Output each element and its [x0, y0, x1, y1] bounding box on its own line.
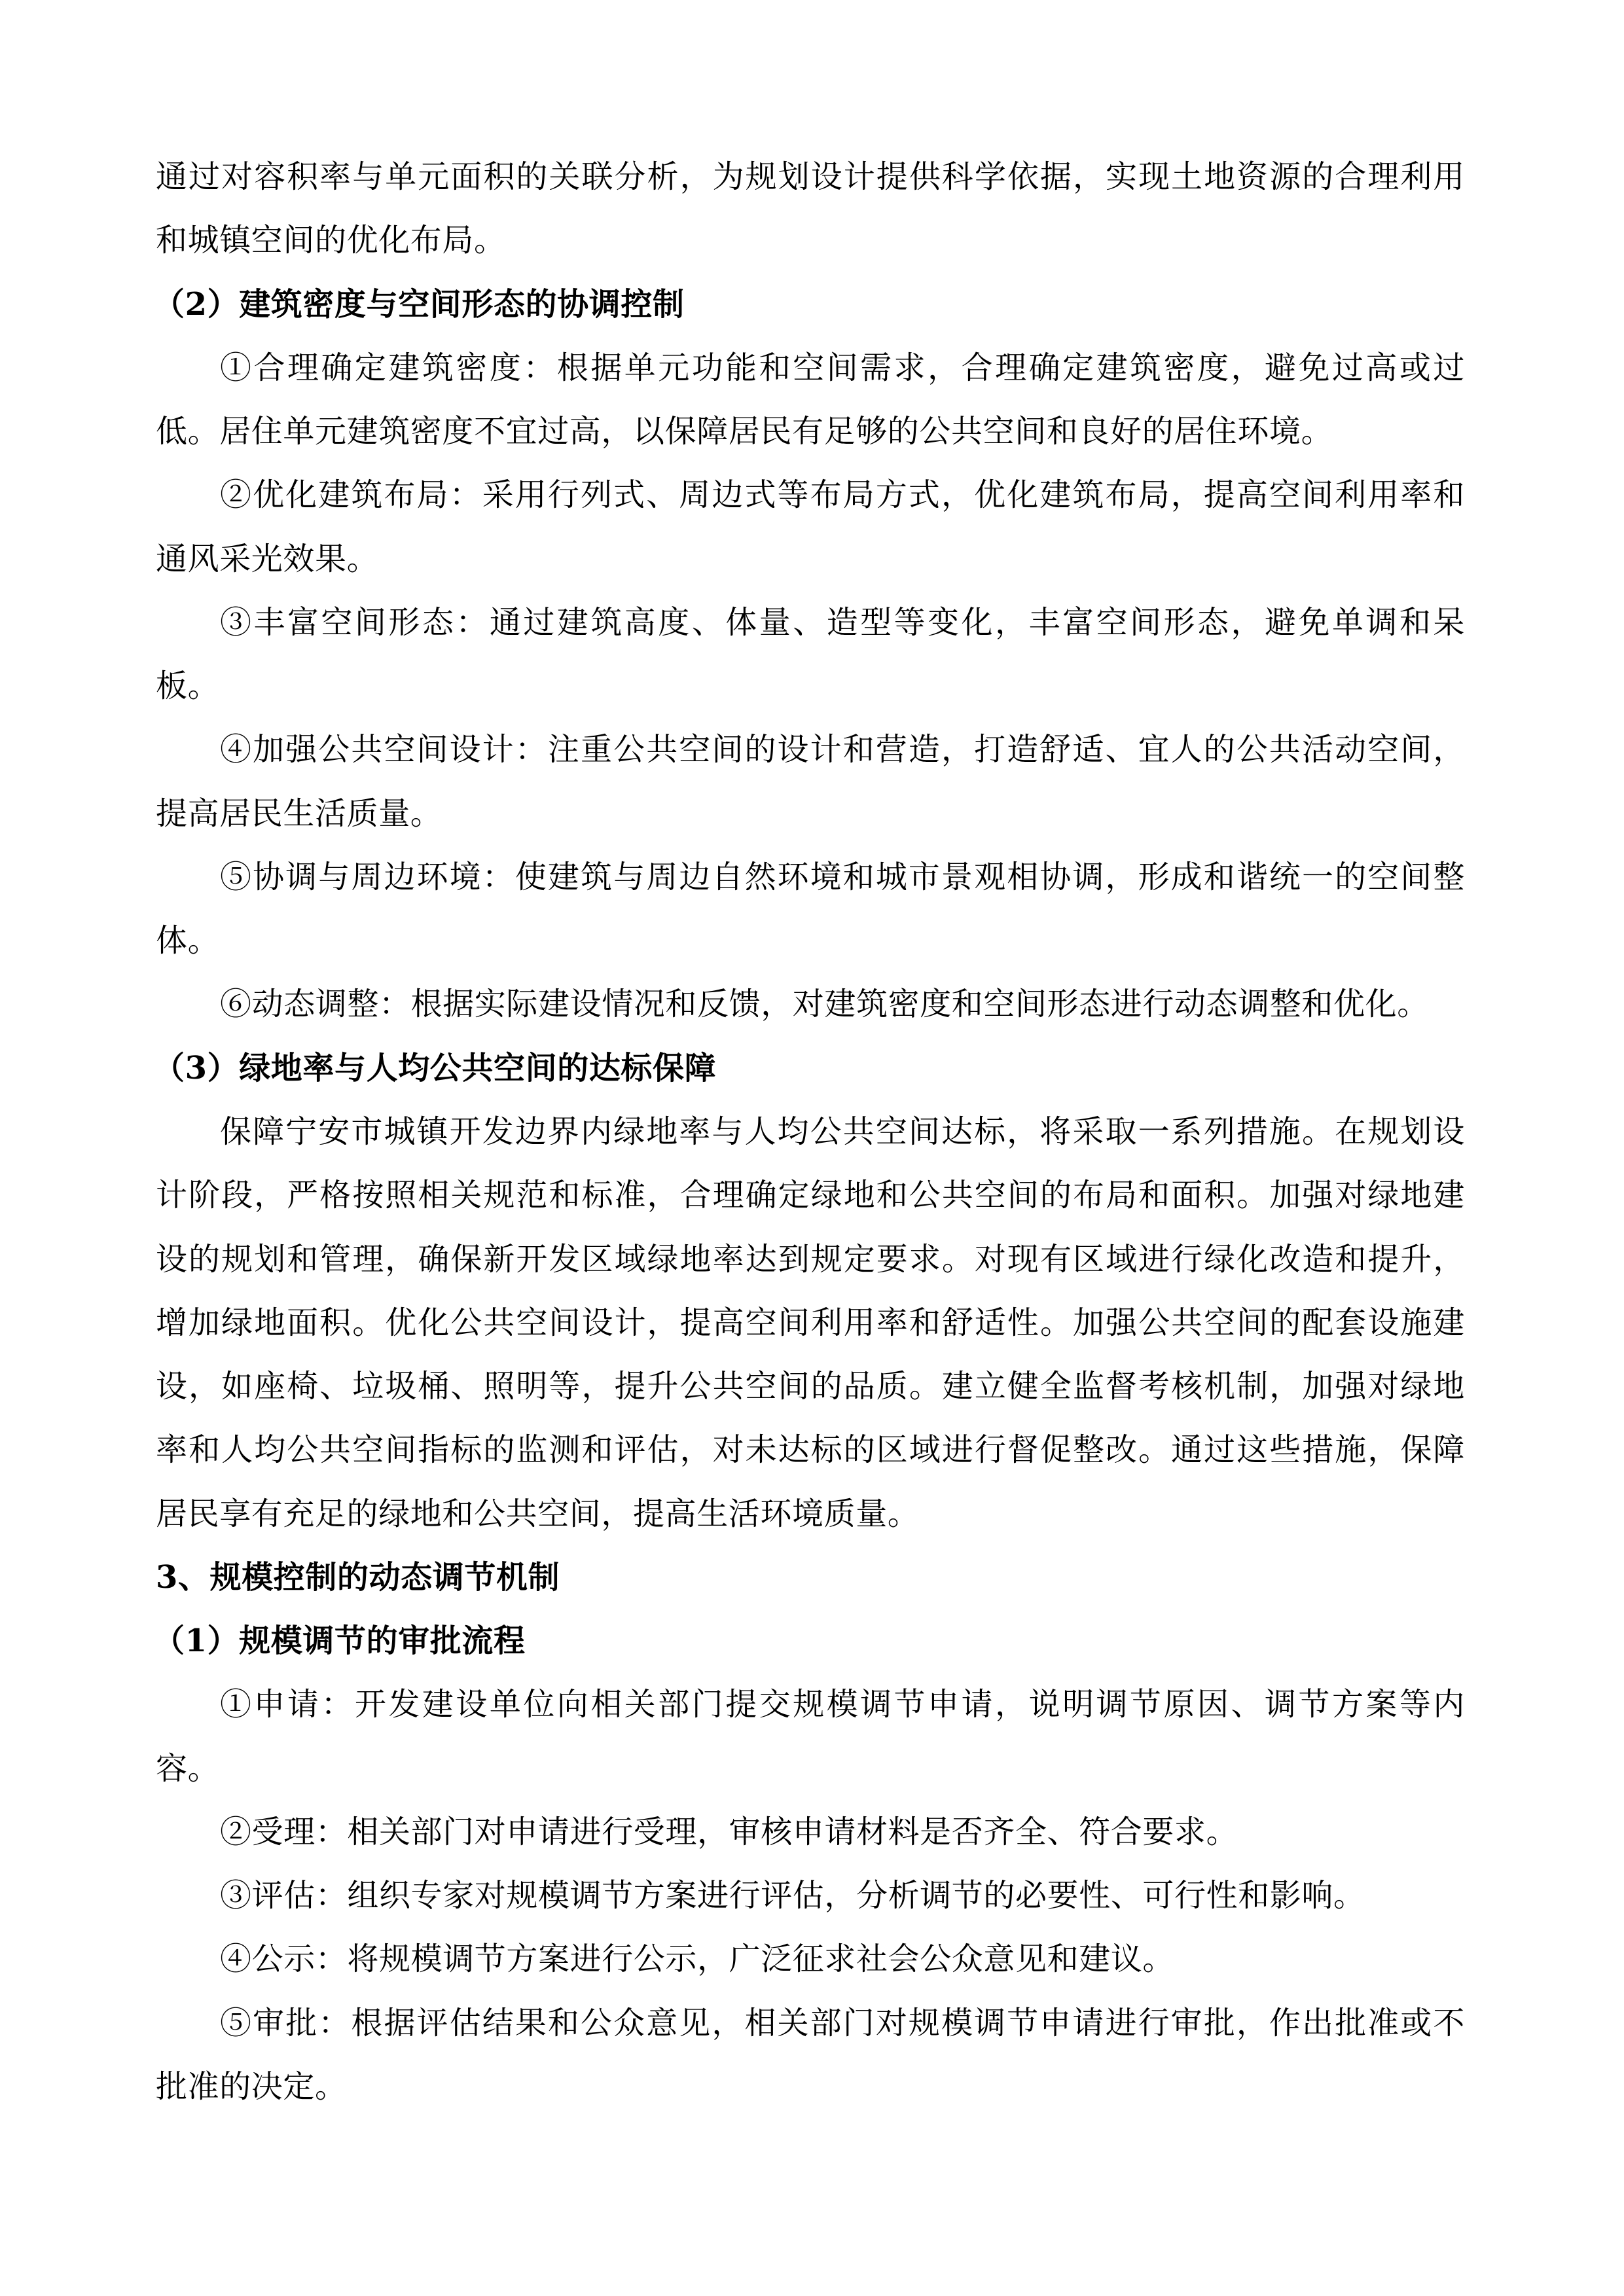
text-line: ①申请：开发建设单位向相关部门提交规模调节申请，说明调节原因、调节方案等内 — [220, 1686, 1465, 1723]
text-line: 和城镇空间的优化布局。 — [156, 222, 506, 259]
list-item-evaluation — [156, 1864, 1465, 1928]
text-line: ⑤协调与周边环境：使建筑与周边自然环境和城市景观相协调，形成和谐统一的空间整 — [220, 858, 1465, 895]
list-item-layout — [156, 463, 1465, 591]
text-line: ③丰富空间形态：通过建筑高度、体量、造型等变化，丰富空间形态，避免单调和呆 — [220, 603, 1465, 641]
paragraph-green-space — [156, 1100, 1465, 1546]
list-item-density — [156, 336, 1465, 464]
text-line: 批准的决定。 — [156, 2068, 347, 2105]
text-line: 通过对容积率与单元面积的关联分析，为规划设计提供科学依据，实现土地资源的合理利用 — [156, 158, 1465, 195]
text-line: 设，如座椅、垃圾桶、照明等，提升公共空间的品质。建立健全监督考核机制，加强对绿地 — [156, 1368, 1465, 1405]
list-item-dynamic-adjust — [156, 973, 1465, 1036]
text-line: 设的规划和管理，确保新开发区域绿地率达到规定要求。对现有区域进行绿化改造和提升， — [156, 1240, 1465, 1278]
text-line: 计阶段，严格按照相关规范和标准，合理确定绿地和公共空间的布局和面积。加强对绿地建 — [156, 1177, 1465, 1214]
text-line: ①合理确定建筑密度：根据单元功能和空间需求，合理确定建筑密度，避免过高或过 — [220, 349, 1465, 386]
list-item-spatial-form — [156, 591, 1465, 719]
list-item-approval — [156, 1992, 1465, 2119]
document-body — [153, 145, 1465, 2119]
text-line: ③评估：组织专家对规模调节方案进行评估，分析调节的必要性、可行性和影响。 — [220, 1877, 1365, 1914]
paragraph-far-analysis — [156, 145, 1465, 273]
section-heading-3: （3）绿地率与人均公共空间的达标保障 — [153, 1049, 717, 1086]
text-line: ②优化建筑布局：采用行列式、周边式等布局方式，优化建筑布局，提高空间利用率和 — [220, 476, 1465, 514]
text-line: ④加强公共空间设计：注重公共空间的设计和营造，打造舒适、宜人的公共活动空间， — [220, 731, 1465, 768]
text-line: 通风采光效果。 — [156, 540, 379, 577]
list-item-environment — [156, 846, 1465, 973]
list-item-publicity — [156, 1928, 1465, 1991]
text-line: 率和人均公共空间指标的监测和评估，对未达标的区域进行督促整改。通过这些措施，保障 — [156, 1431, 1465, 1469]
text-line: 板。 — [156, 668, 220, 705]
text-line: ⑤审批：根据评估结果和公众意见，相关部门对规模调节申请进行审批，作出批准或不 — [220, 2004, 1465, 2041]
text-line: ④公示：将规模调节方案进行公示，广泛征求社会公众意见和建议。 — [220, 1941, 1175, 1978]
list-item-application — [156, 1673, 1465, 1801]
section-heading-1: （1）规模调节的审批流程 — [153, 1623, 526, 1660]
list-item-public-space — [156, 718, 1465, 846]
text-line: ⑥动态调整：根据实际建设情况和反馈，对建筑密度和空间形态进行动态调整和优化。 — [220, 986, 1429, 1023]
text-line: 低。居住单元建筑密度不宜过高，以保障居民有足够的公共空间和良好的居住环境。 — [156, 413, 1333, 450]
text-line: 保障宁安市城镇开发边界内绿地率与人均公共空间达标，将采取一系列措施。在规划设 — [220, 1113, 1465, 1150]
text-line: ②受理：相关部门对申请进行受理，审核申请材料是否齐全、符合要求。 — [220, 1813, 1238, 1850]
text-line: 居民享有充足的绿地和公共空间，提高生活环境质量。 — [156, 1495, 920, 1532]
list-item-acceptance — [156, 1801, 1465, 1864]
text-line: 容。 — [156, 1749, 220, 1787]
section-heading-2: （2）建筑密度与空间形态的协调控制 — [153, 285, 685, 323]
text-line: 体。 — [156, 922, 220, 960]
text-line: 增加绿地面积。优化公共空间设计，提高空间利用率和舒适性。加强公共空间的配套设施建 — [156, 1304, 1465, 1341]
text-line: 提高居民生活质量。 — [156, 795, 442, 832]
chapter-heading-3: 3、规模控制的动态调节机制 — [156, 1558, 560, 1596]
